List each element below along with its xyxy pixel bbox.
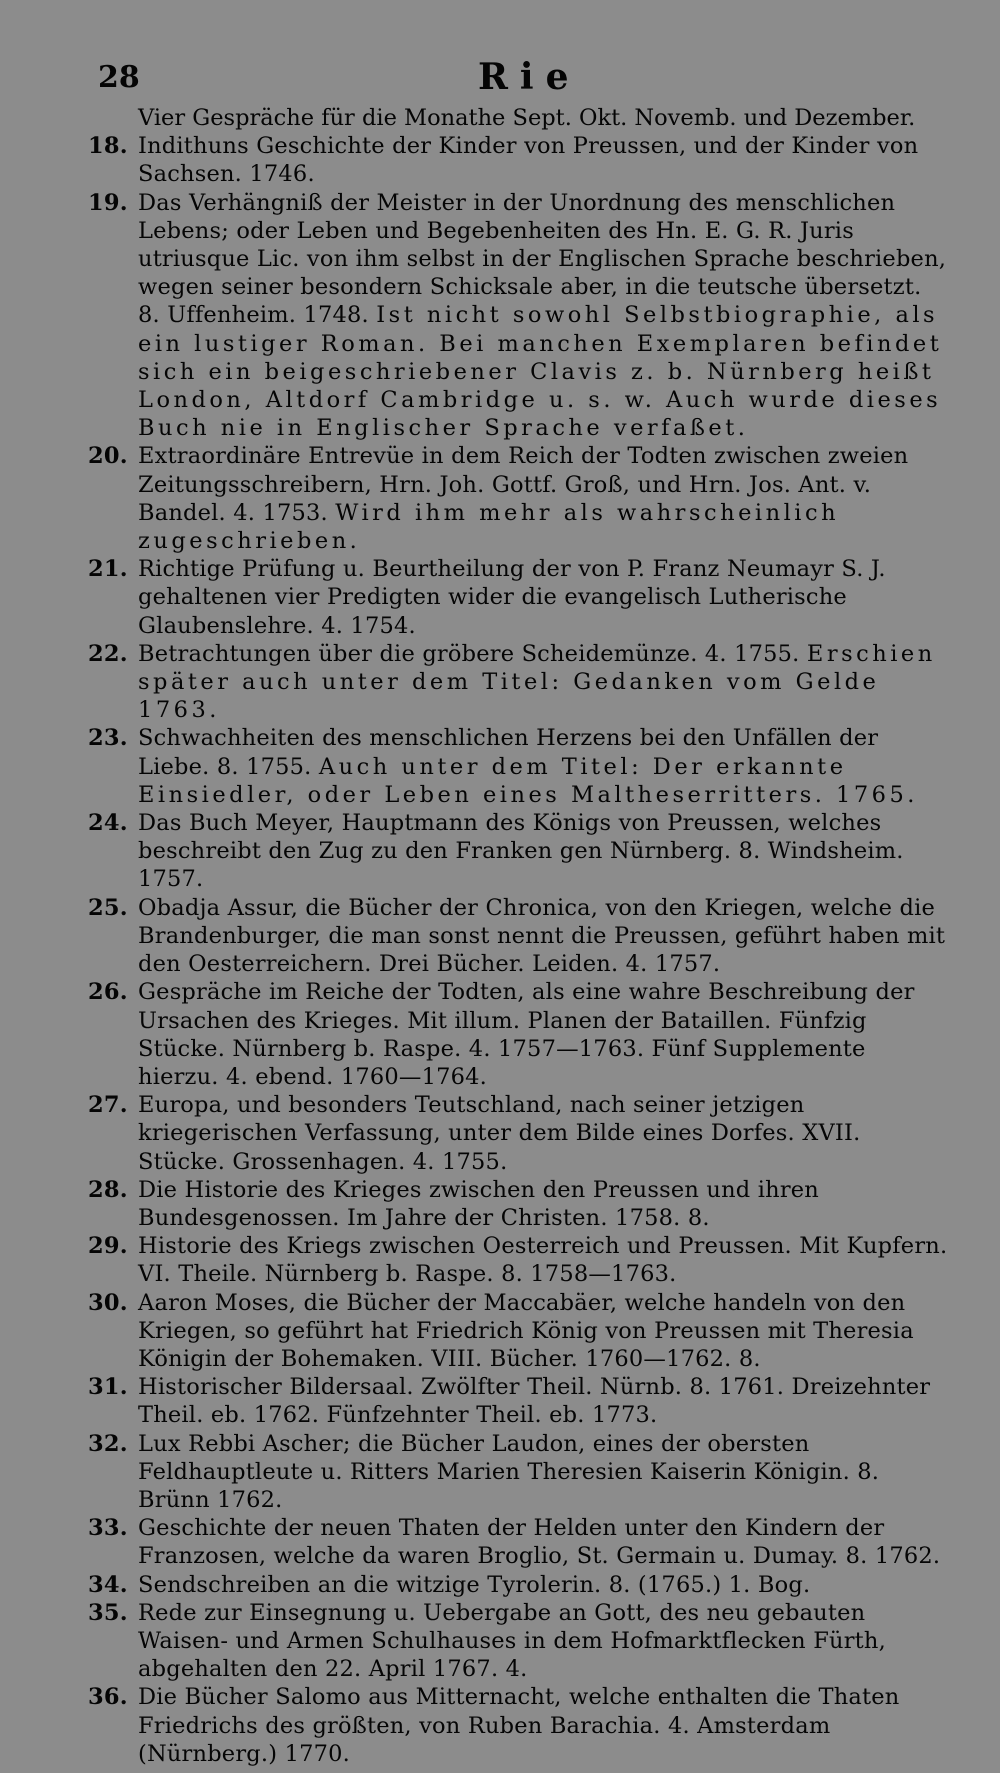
entry-19: [88, 189, 948, 443]
entry-number: 27.: [88, 1092, 128, 1119]
entry-note: Wird ihm mehr als wahrscheinlich zugeschrieben.: [138, 499, 840, 555]
entry-25: [88, 894, 948, 979]
entry-text: Schwachheiten des menschlichen Herzens bei den Unfällen der Liebe. 8. 1755.: [138, 725, 879, 780]
entry-text: Europa, und besonders Teutschland, nach seiner jetzigen kriegerischen Verfassung, unter dem Bilde eines Dorfes. XVII. Stücke. Grossenhagen. 4. 1755.: [138, 1092, 861, 1175]
page-header: [98, 56, 968, 102]
entry-27: [88, 1091, 948, 1176]
page-number: 28: [98, 60, 140, 95]
entry-text: Die Historie des Krieges zwischen den Preussen und ihren Bundesgenossen. Im Jahre der Christen. 1758. 8.: [138, 1176, 819, 1231]
entry-26: [88, 978, 948, 1091]
entry-number: 19.: [88, 189, 128, 216]
continued-entry-text: Vier Gespräche für die Monathe Sept. Okt. Novemb. und Dezember.: [138, 105, 916, 131]
entry-28: [88, 1176, 948, 1232]
entry-note: Auch unter dem Titel: Der erkannte Einsiedler, oder Leben eines Maltheserritters. 1765.: [138, 753, 918, 808]
entry-number: 28.: [88, 1176, 128, 1203]
entry-text: Richtige Prüfung u. Beurtheilung der von P. Franz Neumayr S. J. gehaltenen vier Predigten wider die evangelisch Lutherische Glaubenslehre. 4. 1754.: [138, 556, 886, 639]
entry-24: [88, 809, 948, 894]
entry-21: [88, 555, 948, 640]
entry-text: Das Buch Meyer, Hauptmann des Königs von Preussen, welches beschreibt den Zug zu den Franken gen Nürnberg. 8. Windsheim. 1757.: [138, 810, 904, 893]
entry-note: Erschien später auch unter dem Titel: Gedanken vom Gelde 1763.: [138, 640, 936, 724]
entry-number: 34.: [88, 1571, 128, 1598]
entry-text: Die Bücher Salomo aus Mitternacht, welche enthalten die Thaten Friedrichs des größten, von Ruben Barachia. 4. Amsterdam (Nürnberg.) 1770.: [138, 1684, 900, 1767]
entry-23: [88, 724, 948, 809]
entry-number: 18.: [88, 133, 128, 160]
entry-text: Geschichte der neuen Thaten der Helden unter den Kindern der Franzosen, welche da waren Broglio, St. Germain u. Dumay. 8. 1762.: [138, 1515, 941, 1570]
entry-number: 23.: [88, 725, 128, 752]
entry-text: Rede zur Einsegnung u. Uebergabe an Gott, des neu gebauten Waisen- und Armen Schulhauses in dem Hofmarktflecken Fürth, abgehalten den 22. April 1767. 4.: [138, 1599, 886, 1683]
entry-number: 22.: [88, 640, 128, 667]
entry-18: [88, 132, 948, 188]
entry-number: 33.: [88, 1515, 128, 1542]
entry-number: 32.: [88, 1430, 128, 1457]
entry-text: Sendschreiben an die witzige Tyrolerin. 8. (1765.) 1. Bog.: [138, 1571, 811, 1598]
entry-number: 26.: [88, 979, 128, 1006]
entry-number: 21.: [88, 556, 128, 583]
entry-text: Extraordinäre Entrevüe in dem Reich der Todten zwischen zweien Zeitungsschreibern, Hrn. Joh. Gottf. Groß, und Hrn. Jos. Ant. v. Bandel. 4. 1753.: [138, 443, 909, 526]
bibliography-list: [88, 104, 948, 1768]
entry-text: Das Verhängniß der Meister in der Unordnung des menschlichen Lebens; oder Leben und Begebenheiten des Hn. E. G. R. Juris utriusque Lic. von ihm selbst in der Englischen Sprache beschrieben, wegen seiner besondern Schicksale aber, in die teutsche übersetzt. 8. Uffenheim. 1748.: [138, 189, 947, 329]
entry-number: 31.: [88, 1374, 128, 1401]
entry-30: [88, 1289, 948, 1374]
entry-text: Obadja Assur, die Bücher der Chronica, von den Kriegen, welche die Brandenburger, die man sonst nennt die Preussen, geführt haben mit den Oesterreichern. Drei Bücher. Leiden. 4. 1757.: [138, 894, 946, 978]
entry-22: [88, 640, 948, 725]
entry-number: 29.: [88, 1233, 128, 1260]
entry-text: Lux Rebbi Ascher; die Bücher Laudon, eines der obersten Feldhauptleute u. Ritters Marien Theresien Kaiserin Königin. 8. Brünn 1762.: [138, 1430, 880, 1513]
entry-20: [88, 442, 948, 555]
entry-33: [88, 1514, 948, 1570]
entry-number: 35.: [88, 1599, 128, 1626]
entry-number: 36.: [88, 1684, 128, 1711]
entry-text: Aaron Moses, die Bücher der Maccabäer, welche handeln von den Kriegen, so geführt hat Friedrich König von Preussen mit Theresia Königin der Bohemaken. VIII. Bücher. 1760—1762. 8.: [138, 1289, 914, 1372]
entry-text: Historie des Kriegs zwischen Oesterreich und Preussen. Mit Kupfern. VI. Theile. Nürnberg b. Raspe. 8. 1758—1763.: [138, 1233, 948, 1288]
entry-32: [88, 1430, 948, 1515]
entry-35: [88, 1599, 948, 1684]
entry-number: 20.: [88, 443, 128, 470]
entry-note: Ist nicht sowohl Selbstbiographie, als ein lustiger Roman. Bei manchen Exemplaren befindet sich ein beigeschriebener Clavis z. b. Nürnberg heißt London, Altdorf Cambridge u. s. w. Auch wurde dieses Buch nie in Englischer Sprache verfaßet.: [138, 302, 943, 442]
entry-number: 30.: [88, 1289, 128, 1316]
entry-29: [88, 1232, 948, 1288]
entry-text: Historischer Bildersaal. Zwölfter Theil. Nürnb. 8. 1761. Dreizehnter Theil. eb. 1762. Fünfzehnter Theil. eb. 1773.: [138, 1374, 931, 1429]
running-head: Rie: [478, 56, 581, 98]
entry-text: Indithuns Geschichte der Kinder von Preussen, und der Kinder von Sachsen. 1746.: [138, 133, 919, 188]
entry-text: Gespräche im Reiche der Todten, als eine wahre Beschreibung der Ursachen des Krieges. Mit illum. Planen der Bataillen. Fünfzig Stücke. Nürnberg b. Raspe. 4. 1757—1763. Fünf Supplemente hierzu. 4. ebend. 1760—1764.: [138, 979, 915, 1090]
entry-number: 24.: [88, 810, 128, 837]
entry-34: [88, 1571, 948, 1599]
entry-number: 25.: [88, 894, 128, 921]
entry-36: [88, 1683, 948, 1768]
entry-31: [88, 1373, 948, 1429]
entry-text: Betrachtungen über die gröbere Scheidemünze. 4. 1755.: [138, 640, 800, 667]
